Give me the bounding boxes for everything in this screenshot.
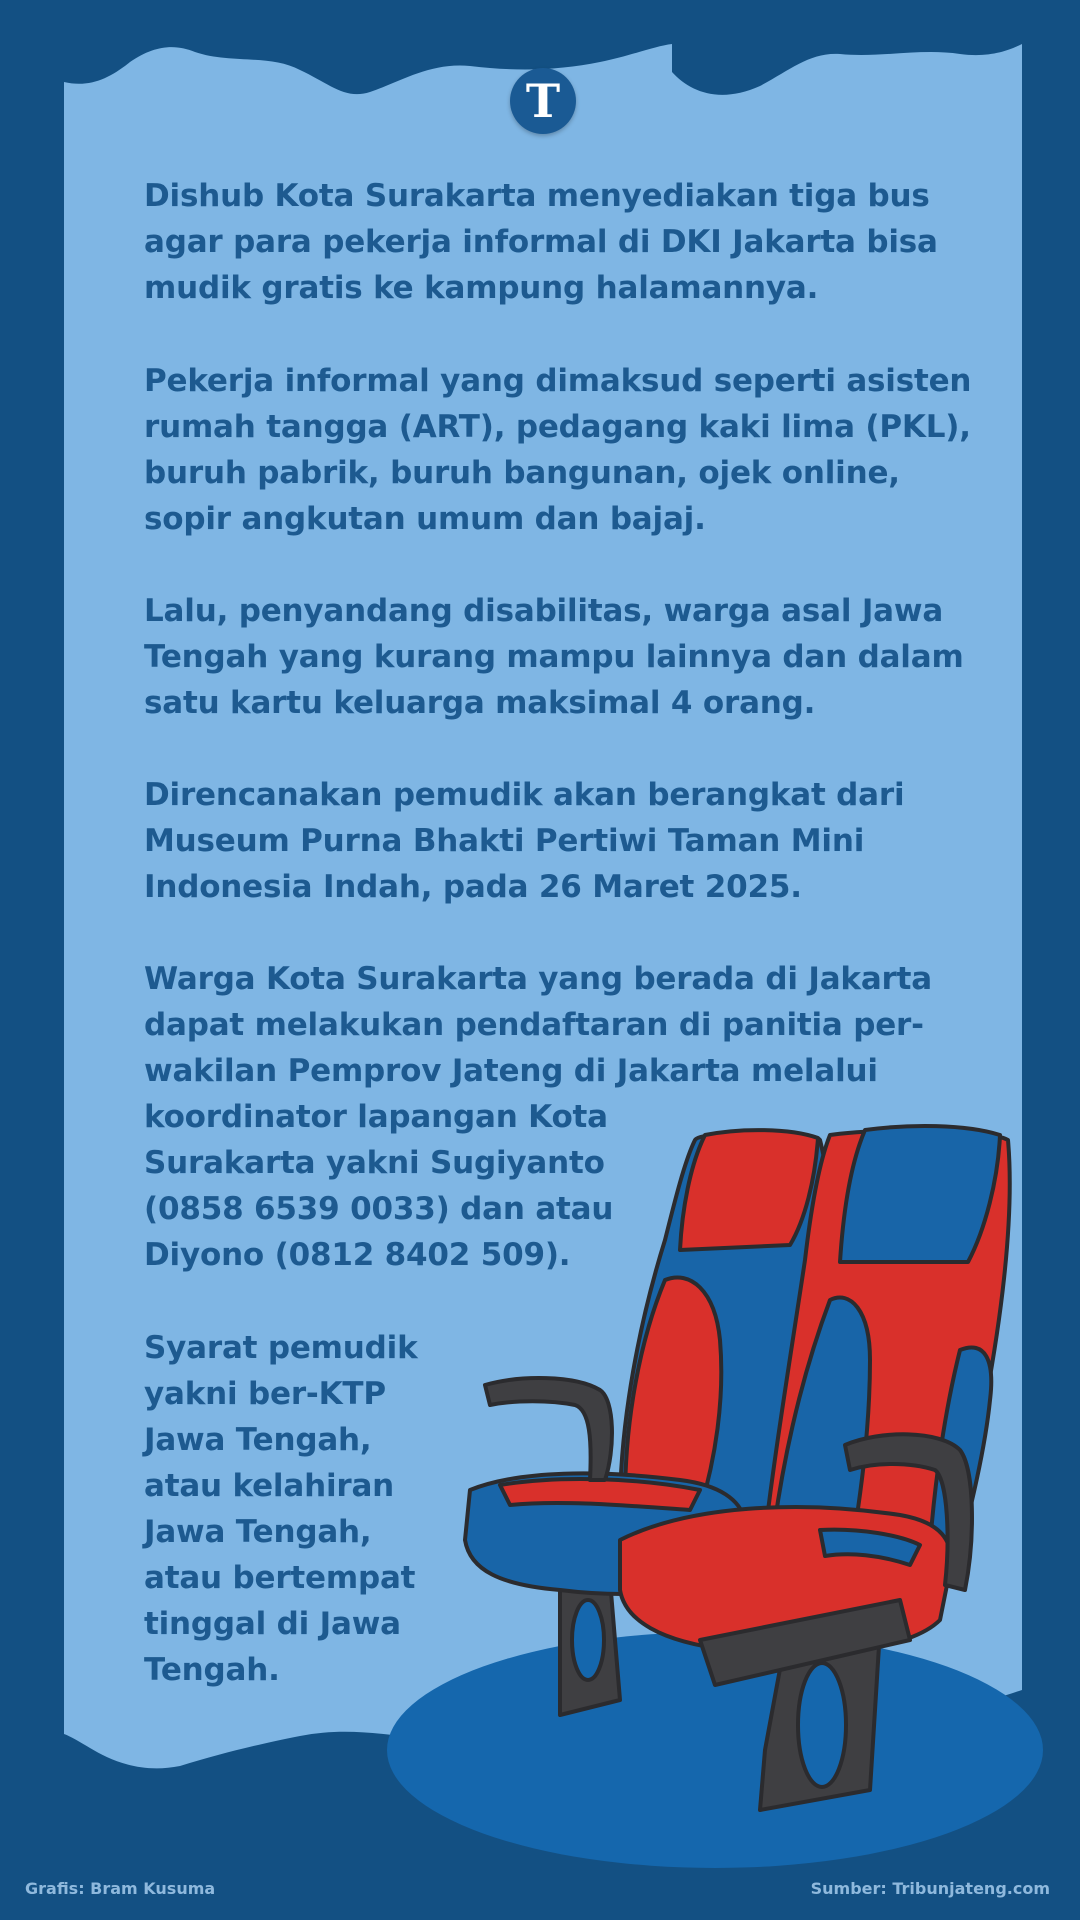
tribun-logo-icon: T (510, 68, 576, 134)
paragraph-informal-workers: Pekerja informal yang dimaksud seperti asisten rumah tangga (ART), pedagang kaki lima (PKL), buruh pabrik, buruh bangunan, ojek online, sopir angkutan umum dan bajaj. (144, 363, 972, 537)
credit-source: Sumber: Tribunjateng.com (810, 1879, 1050, 1898)
paragraph-registration: Warga Kota Surakarta yang berada di Jakarta dapat melakukan pendaftaran di panitia per- wakilan Pemprov Jateng di Jakarta melalui koordinator lapangan Kota Surakarta yakni Sugiyanto (0858 6539 0033) dan atau Diyono (0812 8402 509). (144, 961, 932, 1273)
paragraph-eligibility: Lalu, penyandang disabilitas, warga asal Jawa Tengah yang kurang mampu lainnya dan dalam satu kartu keluarga maksimal 4 orang. (144, 593, 964, 721)
paragraph-departure: Direncanakan pemudik akan berangkat dari Museum Purna Bhakti Pertiwi Taman Mini Indonesia Indah, pada 26 Maret 2025. (144, 777, 905, 905)
paragraph-requirements: Syarat pemudik yakni ber-KTP Jawa Tengah, atau kelahiran Jawa Tengah, atau bertempat tinggal di Jawa Tengah. (144, 1330, 418, 1688)
paragraph-intro: Dishub Kota Surakarta menyediakan tiga bus agar para pekerja informal di DKI Jakarta bisa mudik gratis ke kampung halamannya. (144, 178, 938, 306)
credit-graphics: Grafis: Bram Kusuma (25, 1879, 216, 1898)
